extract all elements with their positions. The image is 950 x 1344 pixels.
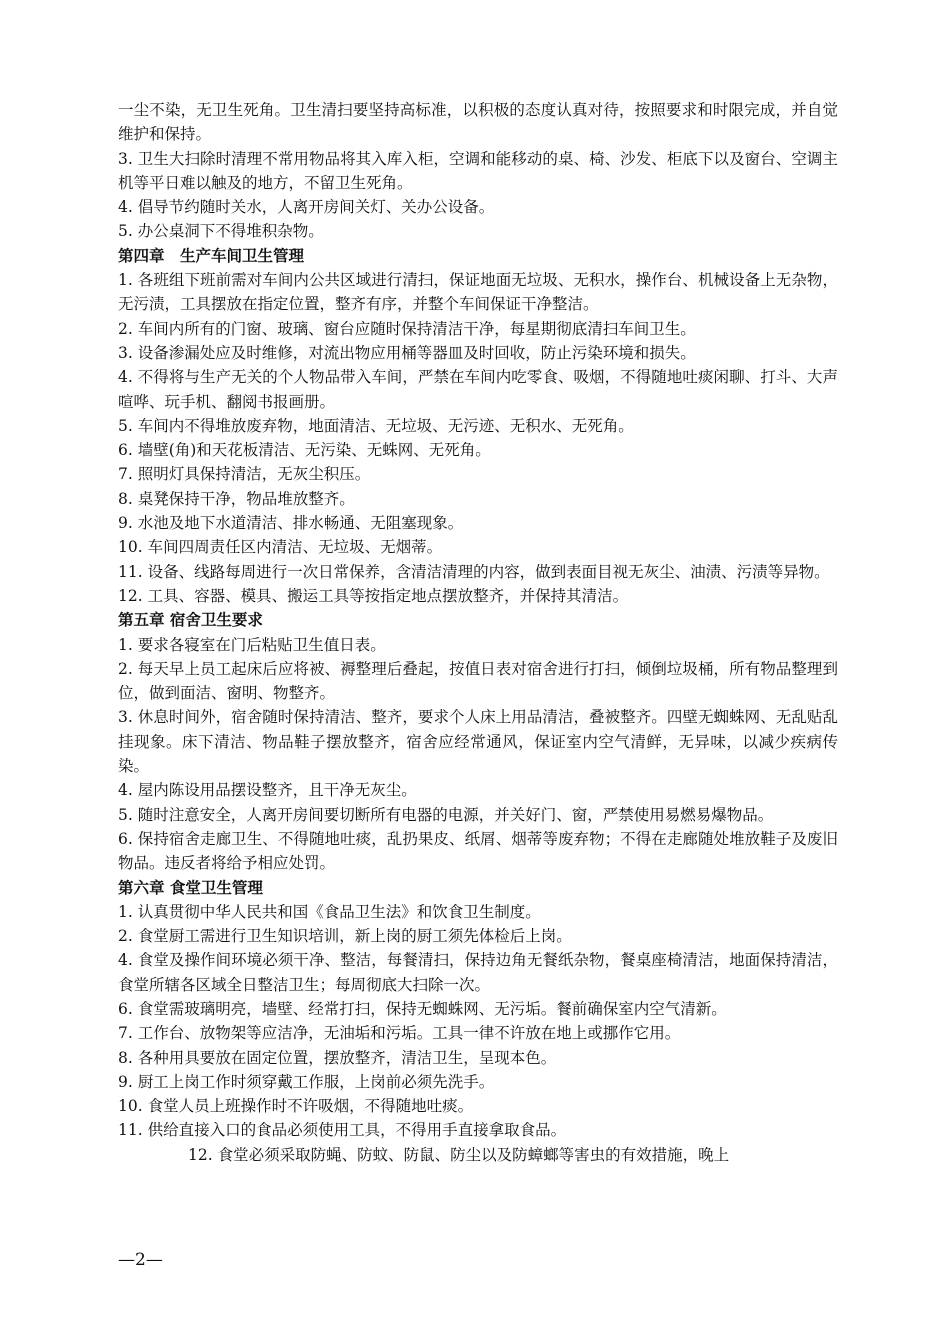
paragraph: 11. 设备、线路每周进行一次日常保养，含清洁清理的内容，做到表面目视无灰尘、油渍、污渍等异物。 <box>118 562 830 581</box>
paragraph: 12. 食堂必须采取防蝇、防蚊、防鼠、防尘以及防蟑螂等害虫的有效措施，晚上 <box>188 1145 730 1164</box>
paragraph: 5. 随时注意安全，人离开房间要切断所有电器的电源，并关好门、窗，严禁使用易燃易爆物品。 <box>118 805 774 824</box>
paragraph: 3. 卫生大扫除时清理不常用物品将其入库入柜，空调和能移动的桌、椅、沙发、柜底下以及窗台、空调主机等平日难以触及的地方，不留卫生死角。 <box>118 149 838 192</box>
paragraph: 11. 供给直接入口的食品必须使用工具，不得用手直接拿取食品。 <box>118 1121 567 1140</box>
paragraph: 5. 车间内不得堆放废弃物，地面清洁、无垃圾、无污迹、无积水、无死角。 <box>118 416 634 435</box>
paragraph: 1. 认真贯彻中华人民共和国《食品卫生法》和饮食卫生制度。 <box>118 902 541 921</box>
paragraph: 7. 工作台、放物架等应洁净，无油垢和污垢。工具一律不许放在地上或挪作它用。 <box>118 1024 681 1043</box>
paragraph: 2. 食堂厨工需进行卫生知识培训，新上岗的厨工须先体检后上岗。 <box>118 927 572 946</box>
paragraph: 3. 设备渗漏处应及时维修，对流出物应用桶等器皿及时回收，防止污染环境和损失。 <box>118 343 696 362</box>
paragraph: 4. 倡导节约随时关水，人离开房间关灯、关办公设备。 <box>118 198 495 217</box>
paragraph: 2. 车间内所有的门窗、玻璃、窗台应随时保持清洁干净，每星期彻底清扫车间卫生。 <box>118 319 696 338</box>
paragraph: 6. 保持宿舍走廊卫生、不得随地吐痰，乱扔果皮、纸屑、烟蒂等废弃物；不得在走廊随处堆放鞋子及废旧物品。违反者将给予相应处罚。 <box>118 829 838 873</box>
paragraph: 10. 车间四周责任区内清洁、无垃圾、无烟蒂。 <box>118 538 443 557</box>
paragraph: 4. 屋内陈设用品摆设整齐，且干净无灰尘。 <box>118 781 417 800</box>
paragraph: 8. 各种用具要放在固定位置，摆放整齐，清洁卫生，呈现本色。 <box>118 1048 557 1067</box>
document-body <box>118 98 838 1167</box>
paragraph: 8. 桌凳保持干净，物品堆放整齐。 <box>118 489 355 508</box>
paragraph: 12. 工具、容器、模具、搬运工具等按指定地点摆放整齐，并保持其清洁。 <box>118 586 629 605</box>
paragraph: 9. 厨工上岗工作时须穿戴工作服，上岗前必须先洗手。 <box>118 1072 495 1091</box>
paragraph: 10. 食堂人员上班操作时不许吸烟，不得随地吐痰。 <box>118 1097 474 1116</box>
paragraph: 1. 要求各寝室在门后粘贴卫生值日表。 <box>118 635 386 654</box>
paragraph: 6. 食堂需玻璃明亮，墙壁、经常打扫，保持无蜘蛛网、无污垢。餐前确保室内空气清新。 <box>118 999 727 1018</box>
paragraph: 7. 照明灯具保持清洁，无灰尘积压。 <box>118 465 371 484</box>
paragraph: 1. 各班组下班前需对车间内公共区域进行清扫，保证地面无垃圾、无积水，操作台、机械设备上无杂物，无污渍，工具摆放在指定位置，整齐有序，并整个车间保证干净整洁。 <box>118 271 838 314</box>
paragraph: 4. 不得将与生产无关的个人物品带入车间，严禁在车间内吃零食、吸烟，不得随地吐痰闲聊、打斗、大声喧哗、玩手机、翻阅书报画册。 <box>118 368 838 411</box>
paragraph: 3. 休息时间外，宿舍随时保持清洁、整齐，要求个人床上用品清洁，叠被整齐。四壁无蜘蛛网、无乱贴乱挂现象。床下清洁、物品鞋子摆放整齐，宿舍应经常通风，保证室内空气清鲜，无异味，以减少疾病传染。 <box>118 708 838 776</box>
paragraph: 6. 墙壁(角)和天花板清洁、无污染、无蛛网、无死角。 <box>118 441 491 460</box>
paragraph: 9. 水池及地下水道清洁、排水畅通、无阻塞现象。 <box>118 514 464 533</box>
paragraph: 5. 办公桌洞下不得堆积杂物。 <box>118 222 324 241</box>
chapter-heading: 第六章 食堂卫生管理 <box>118 878 263 897</box>
paragraph: 一尘不染，无卫生死角。卫生清扫要坚持高标准，以积极的态度认真对待，按照要求和时限完成，并自觉维护和保持。 <box>118 101 838 144</box>
chapter-heading: 第四章 生产车间卫生管理 <box>118 246 305 265</box>
paragraph: 4. 食堂及操作间环境必须干净、整洁，每餐清扫，保持边角无餐纸杂物，餐桌座椅清洁，地面保持清洁，食堂所辖各区域全日整洁卫生；每周彻底大扫除一次。 <box>118 951 838 994</box>
chapter-heading: 第五章 宿舍卫生要求 <box>118 611 263 630</box>
page-number: —2— <box>118 1250 163 1270</box>
paragraph: 2. 每天早上员工起床后应将被、褥整理后叠起，按值日表对宿舍进行打扫，倾倒垃圾桶，所有物品整理到位，做到面洁、窗明、物整齐。 <box>118 659 838 703</box>
